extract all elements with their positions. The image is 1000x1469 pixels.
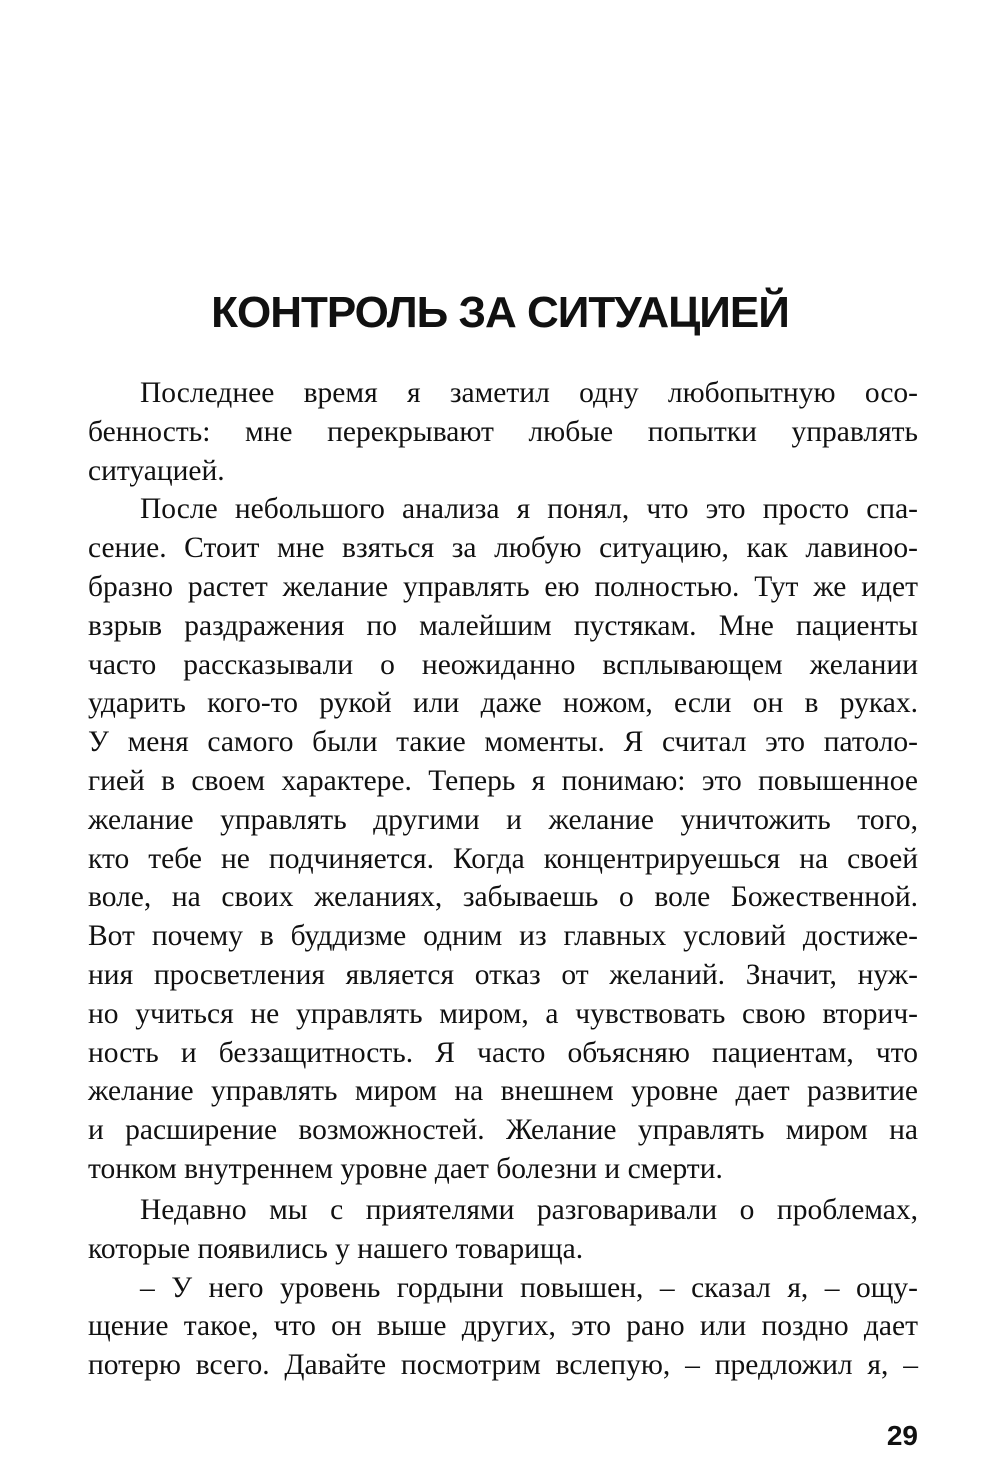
text-line: ситуацией. [88, 454, 225, 487]
text-line: бенность: мне перекрывают любые попытки управлять [88, 415, 918, 448]
text-line: желание управлять другими и желание уничтожить того, [88, 803, 918, 836]
text-line: бразно растет желание управлять ею полностью. Тут же идет [88, 570, 918, 603]
text-line: гией в своем характере. Теперь я понимаю: это повышенное [88, 764, 918, 797]
text-line: потерю всего. Давайте посмотрим вслепую, – предложил я, – [88, 1349, 918, 1382]
paragraph [88, 490, 918, 1188]
text-line: часто рассказывали о неожиданно всплывающем желании [88, 648, 918, 681]
text-line: – У него уровень гордыни повышен, – сказал я, – ощу- [140, 1271, 918, 1304]
text-line: но учиться не управлять миром, а чувствовать свою вторич- [88, 997, 918, 1030]
page-number: 29 [886, 1420, 918, 1451]
text-line: воле, на своих желаниях, забываешь о воле Божественной. [88, 881, 918, 914]
text-line: щение такое, что он выше других, это рано или поздно дает [88, 1310, 918, 1343]
text-line: ния просветления является отказ от желаний. Значит, нуж- [88, 958, 918, 991]
text-line: Вот почему в буддизме одним из главных условий достиже- [88, 920, 918, 953]
text-line: и расширение возможностей. Желание управлять миром на [88, 1114, 918, 1147]
paragraph [88, 1191, 918, 1269]
text-line: Недавно мы с приятелями разговаривали о проблемах, [140, 1194, 918, 1226]
chapter-title: КОНТРОЛЬ ЗА СИТУАЦИЕЙ [211, 288, 789, 337]
text-block-main [88, 374, 918, 1189]
text-line: Последнее время я заметил одну любопытную осо- [140, 377, 918, 409]
text-line: У меня самого были такие моменты. Я считал это патоло- [88, 726, 918, 759]
text-line: которые появились у нашего товарища. [88, 1232, 584, 1265]
paragraph [88, 374, 918, 490]
text-line: ударить кого-то рукой или даже ножом, если он в руках. [88, 687, 918, 720]
text-line: тонком внутреннем уровне дает болезни и смерти. [88, 1152, 723, 1185]
text-line: желание управлять миром на внешнем уровне дает развитие [88, 1075, 918, 1108]
text-line: ность и беззащитность. Я часто объясняю пациентам, что [88, 1036, 918, 1069]
text-line: кто тебе не подчиняется. Когда концентрируешься на своей [88, 842, 918, 875]
text-line: После небольшого анализа я понял, что это просто спа- [140, 493, 918, 526]
text-block-continued [88, 1191, 918, 1385]
paragraph [88, 1269, 918, 1385]
text-line: взрыв раздражения по малейшим пустякам. Мне пациенты [88, 609, 918, 642]
text-line: сение. Стоит мне взяться за любую ситуацию, как лавиноо- [88, 532, 918, 565]
